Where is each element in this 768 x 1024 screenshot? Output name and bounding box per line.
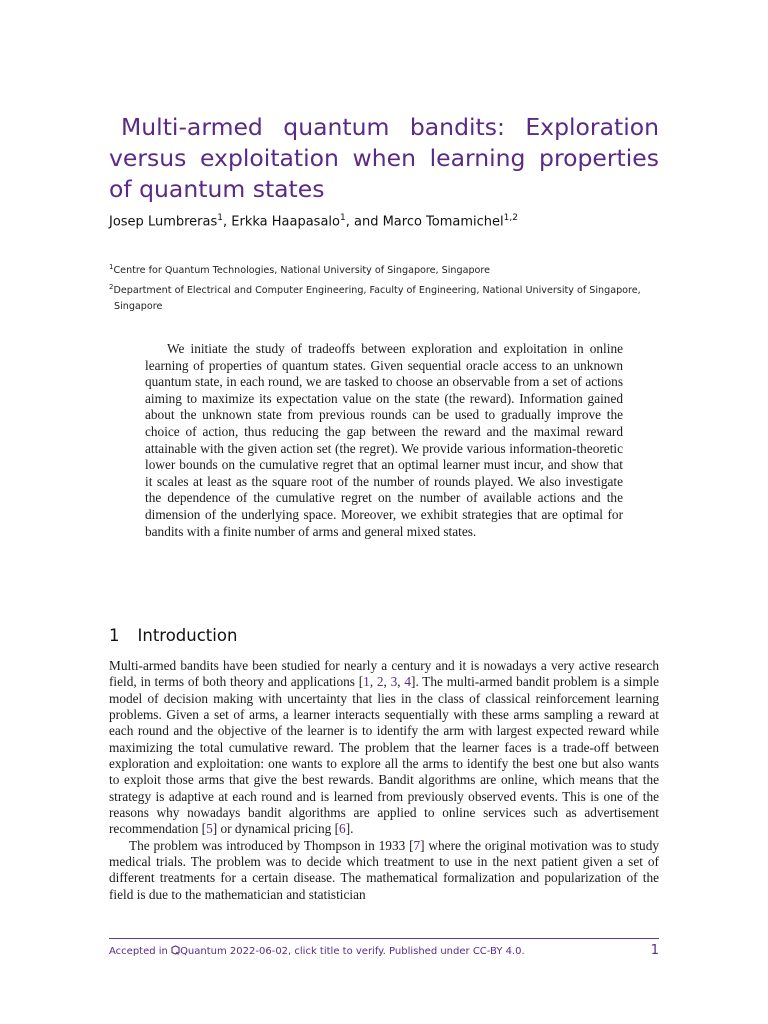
abstract: We initiate the study of tradeoffs between exploration and exploitation in online learning of properties of quantum states. Given sequential oracle access to an unknown quantum state, in each round, we are tasked to choose an observable from a set of actions aiming to maximize its expectation value on the state (the reward). Information gained about the unknown state from previous rounds can be used to gradually improve the choice of action, thus reducing the gap between the reward and the maximal reward attainable with the given action set (the regret). We provide various information-theoretic lower bounds on the cumulative regret that an optimal learner must incur, and show that it scales at least as the square root of the number of rounds played. We also investigate the dependence of the cumulative regret on the number of available actions and the dimension of the underlying space. Moreover, we exhibit strategies that are optimal for bandits with a finite number of arms and general mixed states. xyxy=(145,341,623,539)
page-number: 1 xyxy=(650,943,659,958)
section-number: 1 xyxy=(109,626,120,645)
text-run: ]. xyxy=(345,821,354,837)
affiliation-mark: 1 xyxy=(109,263,114,271)
citation-link[interactable]: 1 xyxy=(363,674,370,690)
author-affil-mark: 1,2 xyxy=(503,213,518,223)
citation-link[interactable]: 6 xyxy=(339,821,346,837)
footer-journal: Quantum xyxy=(180,946,227,957)
citation-link[interactable]: 2 xyxy=(376,674,384,690)
affiliation-item xyxy=(109,279,661,299)
citation-link[interactable]: 7 xyxy=(413,837,421,853)
title-line-1: Multi-armed quantum bandits: Exploration versus xyxy=(109,113,659,172)
author-name: Marco Tomamichel xyxy=(382,214,504,230)
author-separator: , xyxy=(223,214,232,230)
section-heading xyxy=(109,626,237,645)
text-run: ] where the original motivation was to study medical trials. The problem was to decide which treatment to use in the next patient given a set of different treatments for a certain disease. The mathematical formalization and popularization of the field is due to the mathematician and statistician xyxy=(109,837,659,902)
affiliations xyxy=(109,259,661,315)
text-run: ] or dynamical pricing [ xyxy=(212,821,340,837)
section-title: Introduction xyxy=(137,626,238,645)
text-run: The problem was introduced by Thompson in 1933 [ xyxy=(129,837,414,853)
affiliation-text: Centre for Quantum Technologies, National University of Singapore, Singapore xyxy=(113,265,491,277)
paper-title[interactable] xyxy=(109,112,659,205)
affiliation-item xyxy=(109,259,661,279)
text-run: , xyxy=(383,674,391,690)
text-run: ]. The multi-armed bandit problem is a simple model of decision making with uncertainty that lies in the class of classical reinforcement learning problems. Given a set of arms, a learner interacts sequentially with these arms sampling a reward at each round and the objective of the learner is to identify the arm with largest expected reward while maximizing the total cumulative reward. The problem that the learner faces is a trade-off between exploration and exploitation: one wants to explore all the arms to identify the best one but also wants to exploit those arms that give the best rewards. Bandit algorithms are online, which means that the strategy is adaptive at each round and is learned from previously observed events. This is one of the reasons why nowadays bandit algorithms are applied to online services such as advertisement recommendation [ xyxy=(109,674,659,837)
author-separator: , and xyxy=(345,214,383,230)
author-name: Erkka Haapasalo xyxy=(231,214,340,230)
author-affil-mark: 1 xyxy=(217,213,223,223)
author-affil-mark: 1 xyxy=(339,213,346,223)
footer-prefix: Accepted in xyxy=(109,946,172,957)
footer-rule xyxy=(109,938,659,939)
quantum-logo-icon xyxy=(171,945,180,955)
body-text xyxy=(109,658,659,903)
text-run: , xyxy=(397,674,405,690)
affiliation-text: Department of Electrical and Computer Engineering, Faculty of Engineering, National University of Singapore, xyxy=(113,285,641,297)
footer-suffix: 2022-06-02, click title to verify. Published under CC-BY 4.0. xyxy=(226,946,525,957)
affiliation-mark: 2 xyxy=(109,283,114,292)
author-name: Josep Lumbreras xyxy=(109,214,218,230)
paragraph xyxy=(109,838,659,903)
text-run: , xyxy=(369,674,377,690)
author-list xyxy=(109,213,518,229)
affiliation-continuation: Singapore xyxy=(114,301,163,313)
footer-note[interactable] xyxy=(109,945,525,957)
citation-link[interactable]: 3 xyxy=(390,674,398,690)
text-run: Multi-armed bandits have been studied for nearly a century and it is nowadays a very active research field, in terms of both theory and applications [ xyxy=(109,658,659,690)
paragraph xyxy=(109,658,659,838)
citation-link[interactable]: 5 xyxy=(206,821,213,837)
title-rest: exploitation when learning properties of quantum states xyxy=(109,144,659,203)
citation-link[interactable]: 4 xyxy=(404,674,412,690)
